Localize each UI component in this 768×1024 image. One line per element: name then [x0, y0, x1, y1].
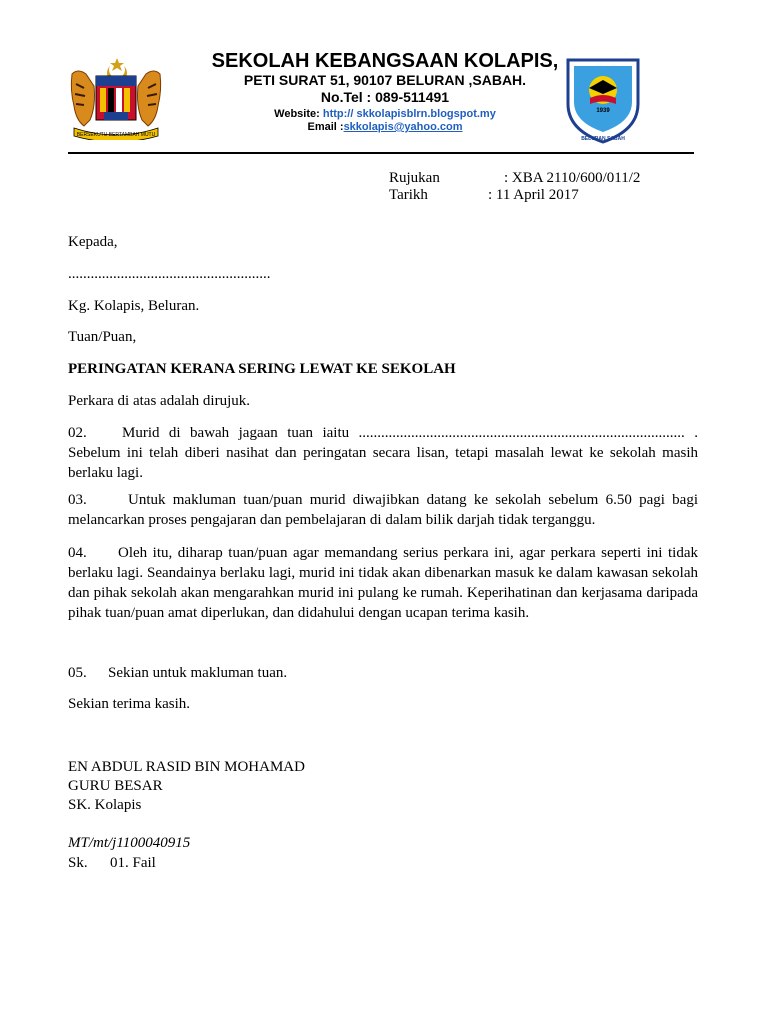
email-link[interactable]: skkolapis@yahoo.com	[343, 121, 463, 133]
recipient-blank: ......................................................	[68, 266, 271, 282]
website-label: Website:	[274, 108, 320, 120]
reference-label: Rujukan	[389, 170, 440, 186]
svg-text:BELURAN SABAH: BELURAN SABAH	[581, 136, 625, 142]
file-reference: MT/mt/j1100040915	[68, 835, 191, 851]
paragraph-number: 05.	[68, 665, 87, 681]
cc-line	[68, 855, 698, 872]
paragraph-text: Murid di bawah jagaan tuan iaitu ....................................................................................... . Sebelum ini telah diberi nasihat dan peringatan secara lisan, tetapi masalah lewat ke sekolah masih berlaku lagi.	[68, 425, 698, 481]
paragraph-text: Untuk makluman tuan/puan murid diwajibkan datang ke sekolah sebelum 6.50 pagi bagi melancarkan proses pengajaran dan pembelajaran di dalam bilik darjah tidak terganggu.	[68, 492, 698, 528]
recipient-heading: Kepada,	[68, 234, 118, 250]
reference-line: Perkara di atas adalah dirujuk.	[68, 393, 251, 409]
paragraph-number: 03.	[68, 492, 87, 508]
school-address: PETI SURAT 51, 90107 BELURAN ,SABAH.	[243, 72, 527, 88]
reference-value: : XBA 2110/600/011/2	[504, 170, 641, 186]
email-label: Email :	[307, 121, 344, 133]
date-label: Tarikh	[389, 187, 428, 203]
paragraph-03	[68, 490, 698, 530]
closing: Sekian terima kasih.	[68, 696, 191, 712]
cc-value: 01. Fail	[110, 855, 156, 871]
svg-text:BERSEKUTU BERTAMBAH MUTU: BERSEKUTU BERTAMBAH MUTU	[76, 132, 156, 138]
header-divider	[68, 152, 694, 154]
salutation: Tuan/Puan,	[68, 329, 137, 345]
subject-line: PERINGATAN KERANA SERING LEWAT KE SEKOLAH	[68, 361, 456, 377]
paragraph-number: 04.	[68, 545, 87, 561]
cc-label: Sk.	[68, 855, 88, 871]
signatory-title: GURU BESAR	[68, 778, 163, 794]
email-line	[150, 121, 620, 133]
website-line	[150, 108, 620, 120]
signatory-school: SK. Kolapis	[68, 797, 142, 813]
website-link[interactable]: http:// skkolapisblrn.blogspot.my	[322, 108, 496, 120]
paragraph-number: 02.	[68, 425, 87, 441]
date-value: : 11 April 2017	[488, 187, 579, 203]
paragraph-text: Oleh itu, diharap tuan/puan agar memandang serius perkara ini, agar perkara seperti ini tidak berlaku lagi. Seandainya berlaku lagi, murid ini tidak akan dibenarkan masuk ke dalam kawasan sekolah dan pihak sekolah akan mengarahkan murid ini pulang ke rumah. Keperihatinan dan kerjasama daripada pihak tuan/puan amat diperlukan, dan didahului dengan ucapan terima kasih.	[68, 545, 698, 621]
signatory-name: EN ABDUL RASID BIN MOHAMAD	[68, 759, 305, 775]
school-name: SEKOLAH KEBANGSAAN KOLAPIS,	[211, 50, 559, 72]
recipient-address: Kg. Kolapis, Beluran.	[68, 298, 200, 314]
paragraph-05	[68, 665, 698, 682]
paragraph-04	[68, 543, 698, 623]
paragraph-text: Sekian untuk makluman tuan.	[108, 665, 288, 681]
paragraph-02	[68, 423, 698, 483]
svg-text:1939: 1939	[596, 108, 610, 114]
school-phone: No.Tel : 089-511491	[320, 89, 450, 105]
